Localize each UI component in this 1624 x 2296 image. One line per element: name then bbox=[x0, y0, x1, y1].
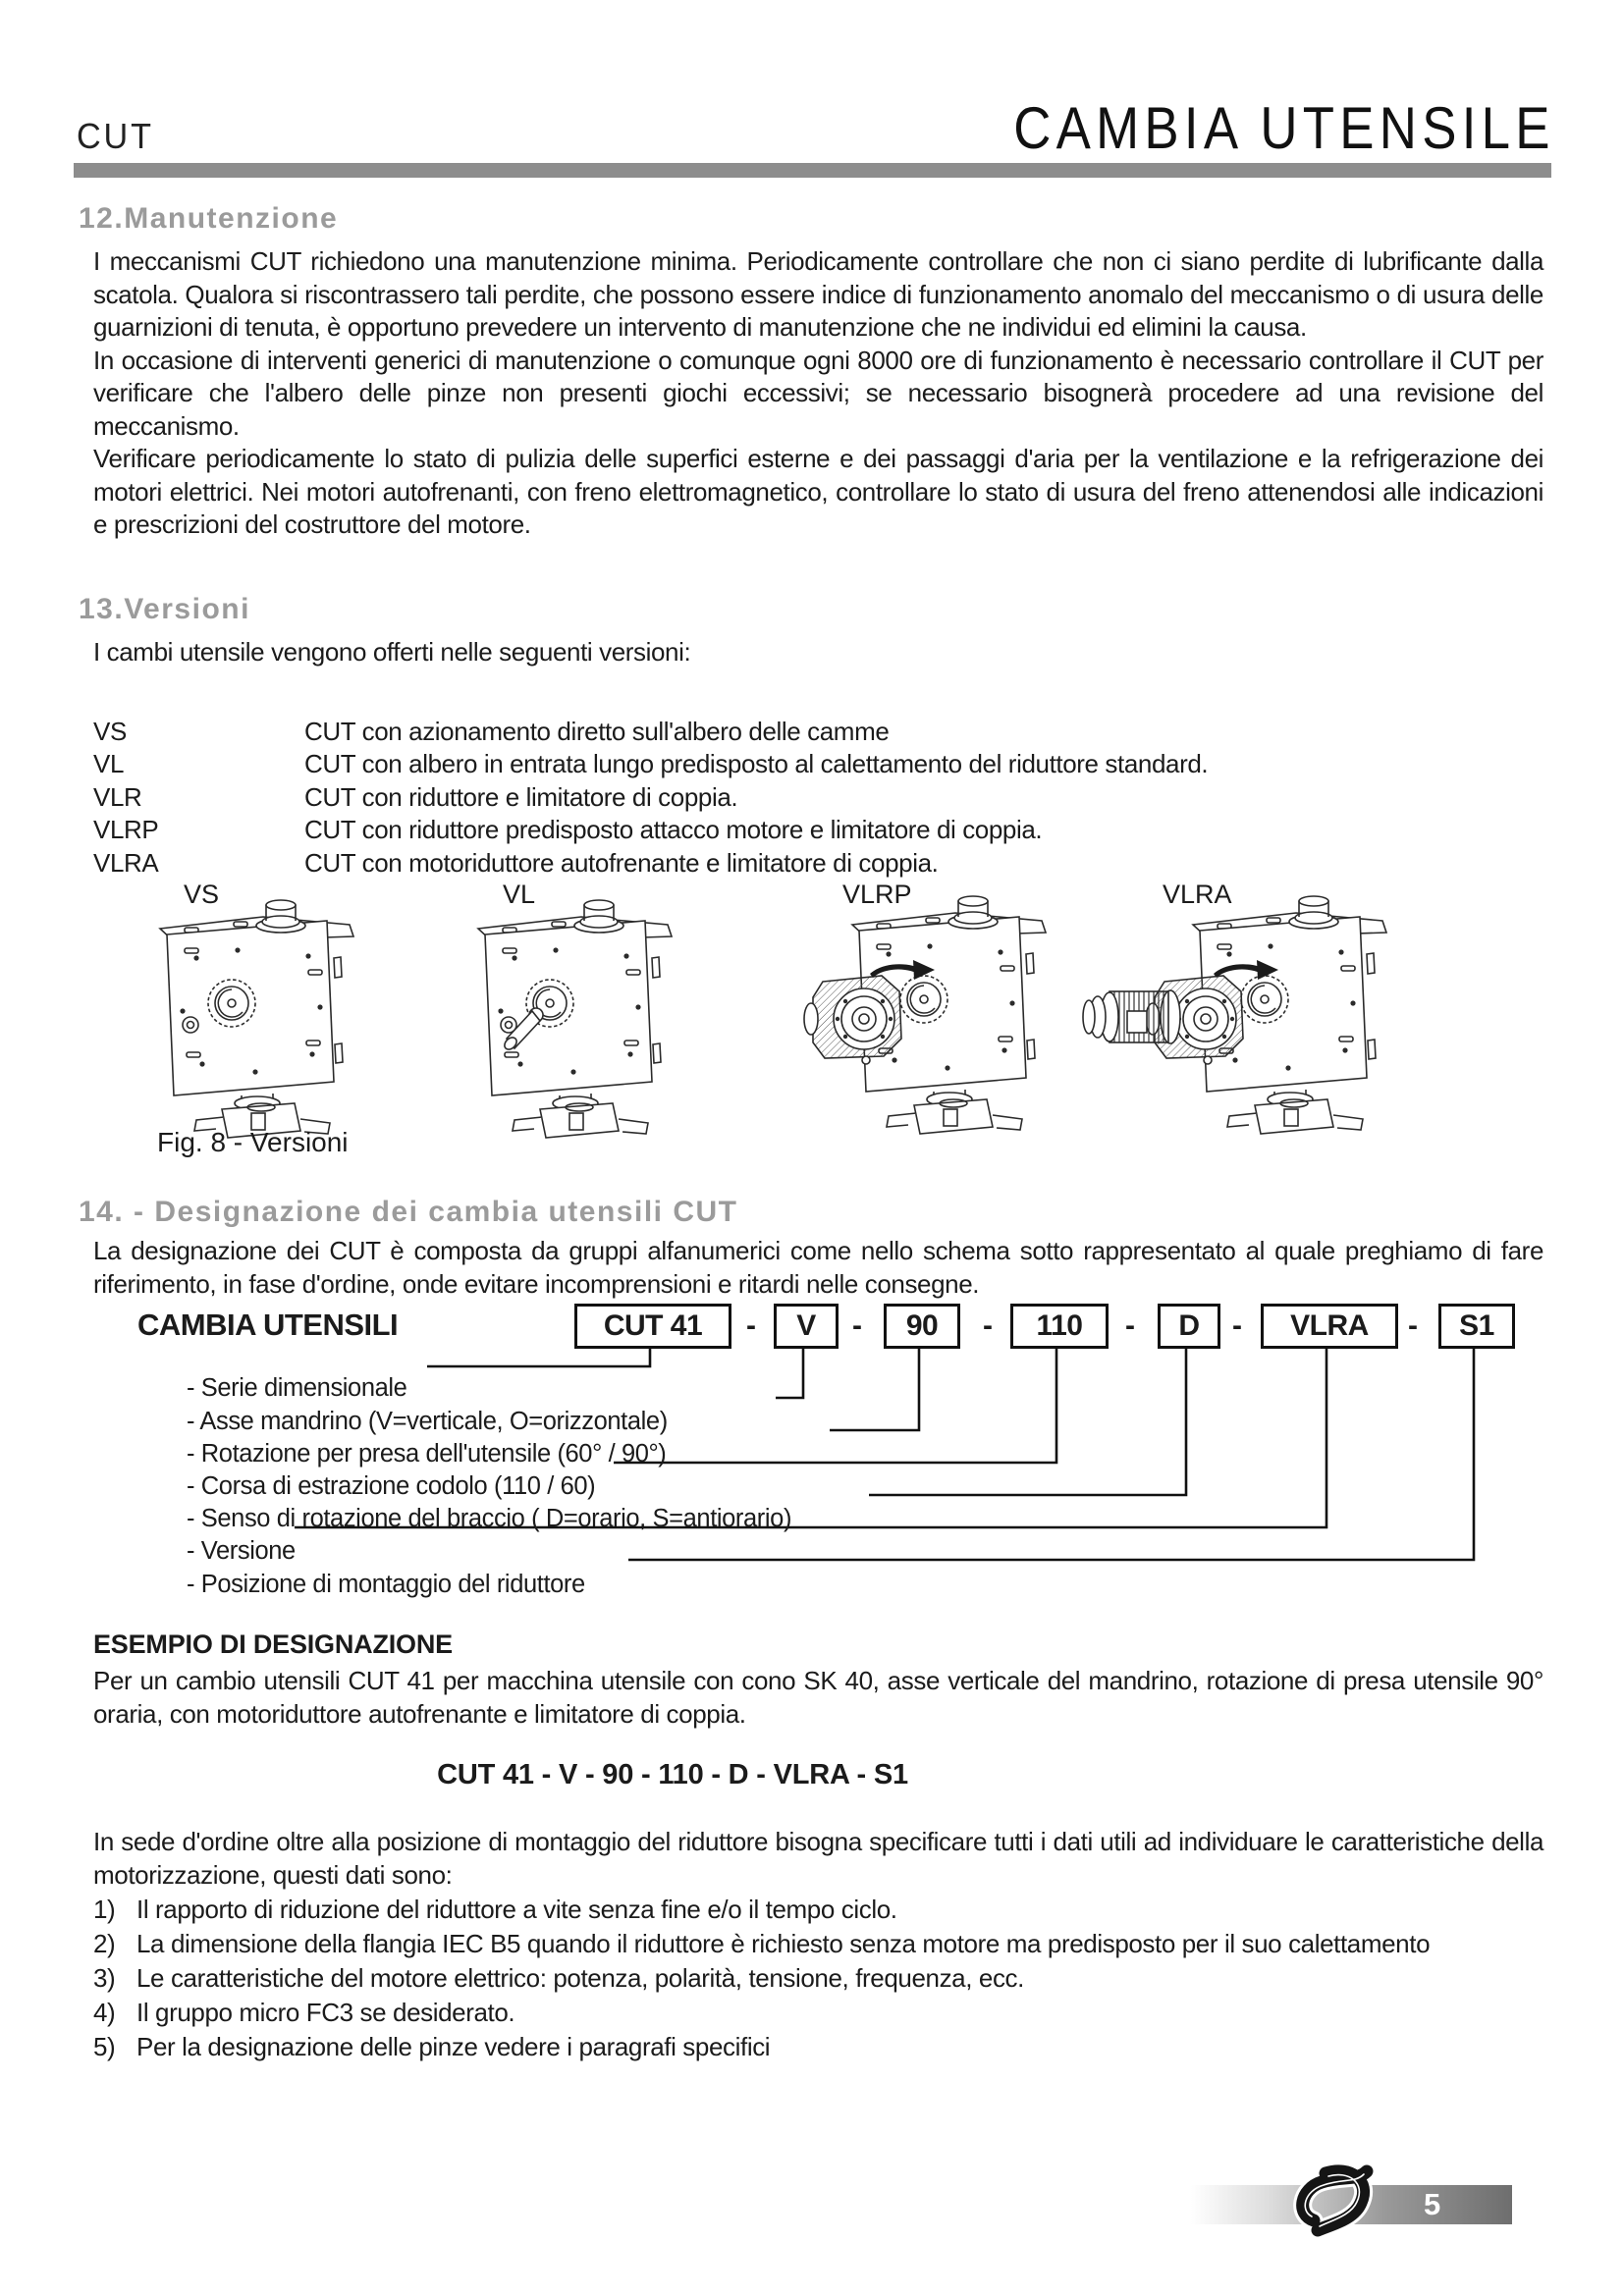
list-item bbox=[93, 1893, 1543, 1926]
version-row bbox=[93, 848, 1537, 879]
section-heading-manutenzione: 12.Manutenzione bbox=[79, 202, 339, 235]
designation-product-label: CAMBIA UTENSILI bbox=[137, 1308, 399, 1342]
order-requirements-list bbox=[93, 1893, 1543, 2064]
designation-label-versione: - Versione bbox=[187, 1537, 296, 1565]
section-heading-versioni: 13.Versioni bbox=[79, 593, 250, 625]
drawing-version-vlrp bbox=[754, 885, 1060, 1139]
list-item-number: 2) bbox=[93, 1929, 116, 1958]
version-row bbox=[93, 815, 1537, 845]
designation-label-rotazione: - Rotazione per presa dell'utensile (60° / 90°) bbox=[187, 1440, 667, 1468]
section-heading-designazione: 14. - Designazione dei cambia utensili CUT bbox=[79, 1196, 738, 1228]
version-code: VLR bbox=[93, 782, 142, 812]
version-desc: CUT con albero in entrata lungo predisposto al calettamento del riduttore standard. bbox=[304, 749, 1209, 778]
version-desc: CUT con motoriduttore autofrenante e limitatore di coppia. bbox=[304, 848, 939, 878]
version-code: VLRP bbox=[93, 815, 159, 844]
paragraph: I meccanismi CUT richiedono una manutenzione minima. Periodicamente controllare che non ci siano perdite di lubrificante dalla scatola. Qualora si riscontrassero tali perdite, che possono essere indice di funzionamento anomalo del meccanismo o di usura delle guarnizioni di tenuta, è opportuno prevedere un intervento di manutenzione che ne individui ed elimini la causa. bbox=[93, 246, 1543, 342]
list-item-number: 3) bbox=[93, 1963, 116, 1993]
designation-label-corsa: - Corsa di estrazione codolo (110 / 60) bbox=[187, 1472, 596, 1500]
list-item-number: 5) bbox=[93, 2032, 116, 2061]
list-item-text: La dimensione della flangia IEC B5 quando il riduttore è richiesto senza motore ma predisposto per il suo calettamento bbox=[136, 1929, 1431, 1958]
designation-box-versione: VLRA bbox=[1261, 1304, 1398, 1349]
designation-box-serie: CUT 41 bbox=[574, 1304, 731, 1349]
figure-variant-label: VL bbox=[503, 880, 536, 909]
list-item-number: 1) bbox=[93, 1895, 116, 1924]
list-item bbox=[93, 2030, 1543, 2063]
order-intro: In sede d'ordine oltre alla posizione di montaggio del riduttore bisogna specificare tutti i dati utili ad individuare le caratteristiche della motorizzazione, questi dati sono: bbox=[93, 1827, 1543, 1890]
version-code: VLRA bbox=[93, 848, 159, 878]
designation-scheme bbox=[0, 1296, 1624, 1625]
header-product-code: CUT bbox=[77, 116, 154, 156]
designation-dash: - bbox=[1125, 1309, 1135, 1342]
version-row bbox=[93, 717, 1537, 747]
designation-box-asse: V bbox=[774, 1304, 839, 1349]
figure-variant-label: VLRA bbox=[1163, 880, 1232, 909]
list-item-text: Per la designazione delle pinze vedere i paragrafi specifici bbox=[136, 2032, 771, 2061]
list-item-number: 4) bbox=[93, 1998, 116, 2027]
designation-box-senso: D bbox=[1158, 1304, 1220, 1349]
example-heading: ESEMPIO DI DESIGNAZIONE bbox=[93, 1629, 453, 1659]
designation-box-corsa: 110 bbox=[1010, 1304, 1109, 1349]
figure-caption: Fig. 8 - Versioni bbox=[157, 1127, 349, 1157]
company-knot-logo-icon bbox=[1286, 2160, 1400, 2249]
version-desc: CUT con azionamento diretto sull'albero delle camme bbox=[304, 717, 890, 746]
version-desc: CUT con riduttore predisposto attacco motore e limitatore di coppia. bbox=[304, 815, 1043, 844]
figure-variant-label: VS bbox=[184, 880, 220, 909]
drawing-version-vlra bbox=[1072, 885, 1401, 1139]
version-row bbox=[93, 782, 1537, 813]
header-divider-bar bbox=[74, 163, 1551, 178]
list-item bbox=[93, 1996, 1543, 2029]
designation-box-rotazione: 90 bbox=[884, 1304, 960, 1349]
versioni-intro: I cambi utensile vengono offerti nelle seguenti versioni: bbox=[93, 637, 691, 667]
example-body: Per un cambio utensili CUT 41 per macchina utensile con cono SK 40, asse verticale del mandrino, rotazione di presa utensile 90° oraria, con motoriduttore autofrenante e limitatore di coppia. bbox=[93, 1666, 1543, 1729]
designation-dash: - bbox=[852, 1309, 862, 1342]
page-title: CAMBIA UTENSILE bbox=[1013, 95, 1555, 161]
designation-label-asse: - Asse mandrino (V=verticale, O=orizzontale) bbox=[187, 1408, 668, 1435]
drawing-version-vl bbox=[434, 895, 679, 1141]
designation-dash: - bbox=[746, 1309, 756, 1342]
list-item-text: Il rapporto di riduzione del riduttore a vite senza fine e/o il tempo ciclo. bbox=[136, 1895, 897, 1924]
version-desc: CUT con riduttore e limitatore di coppia. bbox=[304, 782, 738, 812]
list-item bbox=[93, 1961, 1543, 1995]
designation-label-posizione: - Posizione di montaggio del riduttore bbox=[187, 1571, 585, 1598]
designation-dash: - bbox=[1408, 1309, 1418, 1342]
paragraph: In occasione di interventi generici di manutenzione o comunque ogni 8000 ore di funzionamento è necessario controllare il CUT per verificare che l'albero delle pinze non presenti giochi eccessivi; se necessario bisognerà procedere ad una revisione del meccanismo. bbox=[93, 345, 1543, 441]
designazione-intro: La designazione dei CUT è composta da gruppi alfanumerici come nello schema sotto rappresentato al quale preghiamo di fare riferimento, in fase d'ordine, onde evitare incomprensioni e ritardi nelle consegne. bbox=[93, 1236, 1543, 1299]
version-code: VL bbox=[93, 749, 125, 778]
drawing-version-vs bbox=[116, 895, 361, 1141]
paragraph: Verificare periodicamente lo stato di pulizia delle superfici esterne e dei passaggi d'aria per la ventilazione e la refrigerazione dei motori elettrici. Nei motori autofrenanti, con freno elettromagnetico, controllare lo stato di usura del freno attenendosi alle indicazioni e prescrizioni del costruttore del motore. bbox=[93, 444, 1543, 539]
designation-dash: - bbox=[1232, 1309, 1242, 1342]
list-item bbox=[93, 1927, 1543, 1960]
version-code: VS bbox=[93, 717, 127, 746]
example-designation-code: CUT 41 - V - 90 - 110 - D - VLRA - S1 bbox=[437, 1759, 908, 1790]
designation-label-serie: - Serie dimensionale bbox=[187, 1374, 407, 1402]
designation-dash: - bbox=[983, 1309, 993, 1342]
designation-box-posizione: S1 bbox=[1438, 1304, 1515, 1349]
manutenzione-paragraphs bbox=[93, 245, 1543, 542]
list-item-text: Il gruppo micro FC3 se desiderato. bbox=[136, 1998, 515, 2027]
list-item-text: Le caratteristiche del motore elettrico: potenza, polarità, tensione, frequenza, ecc. bbox=[136, 1963, 1024, 1993]
version-row bbox=[93, 749, 1537, 779]
designation-label-senso: - Senso di rotazione del braccio ( D=orario, S=antiorario) bbox=[187, 1505, 792, 1532]
page-number: 5 bbox=[1424, 2187, 1441, 2221]
figure-variant-label: VLRP bbox=[842, 880, 912, 909]
